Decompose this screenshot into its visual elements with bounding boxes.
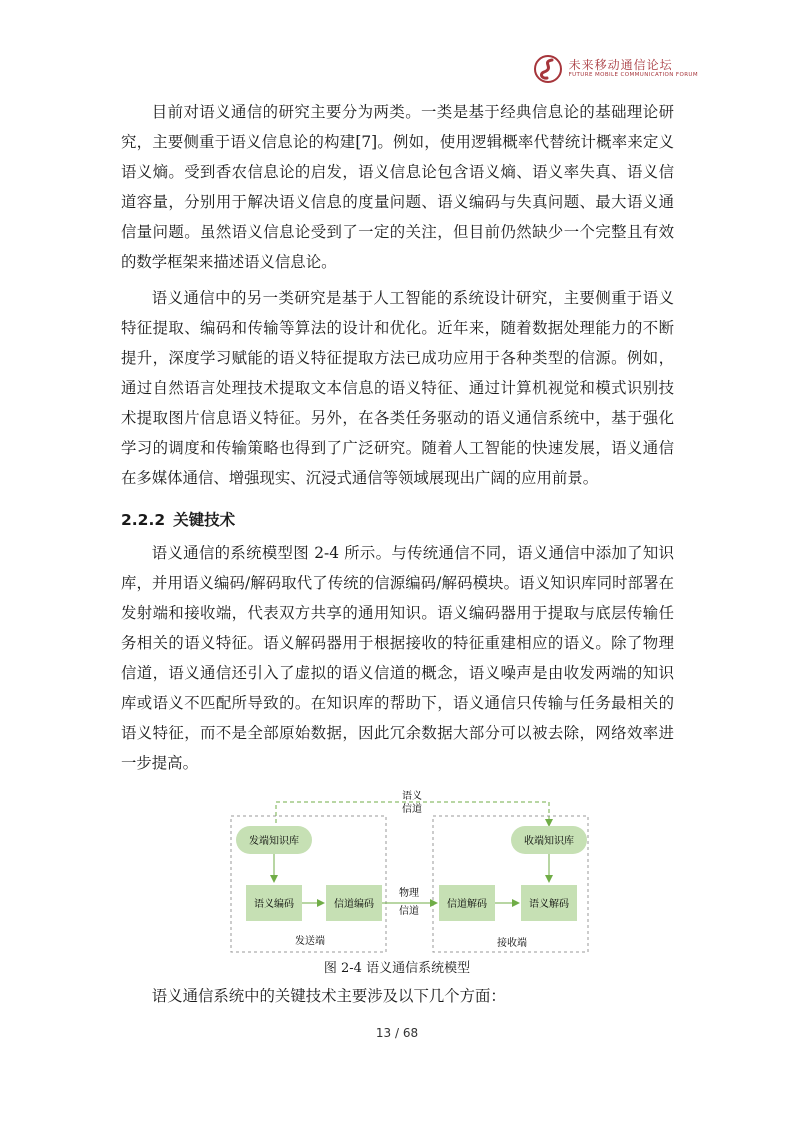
- paragraph-3: 语义通信的系统模型图 2-4 所示。与传统通信不同，语义通信中添加了知识库，并用语义编码/解码取代了传统的信源编码/解码模块。语义知识库同时部署在发射端和接收端，代表双方共享的通用知识。语义编码器用于提取与底层传输任务相关的语义特征。语义解码器用于根据接收的特征重建相应的语义。除了物理信道，语义通信还引入了虚拟的语义信道的概念，语义噪声是由收发两端的知识库或语义不匹配所导致的。在知识库的帮助下，语义通信只传输与任务最相关的语义特征，而不是全部原始数据，因此冗余数据大部分可以被去除，网络效率进一步提高。: [121, 544, 674, 772]
- tx-knowledge-base-label: 发端知识库: [249, 836, 299, 847]
- ffmcf-logo-icon: [533, 54, 563, 84]
- semantic-decoder-label: 语义解码: [529, 899, 569, 910]
- section-title: 关键技术: [173, 511, 236, 529]
- section-heading: [121, 508, 235, 530]
- physical-channel-label-1: 物理: [399, 888, 419, 899]
- paragraph-1: 目前对语义通信的研究主要分为两类。一类是基于经典信息论的基础理论研究，主要侧重于语义信息论的构建[7]。例如，使用逻辑概率代替统计概率来定义语义熵。受到香农信息论的启发，语义信息论包含语义熵、语义率失真、语义信道容量，分别用于解决语义信息的度量问题、语义编码与失真问题、最大语义通信量问题。虽然语义信息论受到了一定的关注，但目前仍然缺少一个完整且有效的数学框架来描述语义信息论。: [121, 103, 674, 271]
- receiver-label: 接收端: [497, 938, 527, 949]
- paragraph-2: 语义通信中的另一类研究是基于人工智能的系统设计研究，主要侧重于语义特征提取、编码和传输等算法的设计和优化。近年来，随着数据处理能力的不断提升，深度学习赋能的语义特征提取方法已成功应用于各种类型的信源。例如，通过自然语言处理技术提取文本信息的语义特征、通过计算机视觉和模式识别技术提取图片信息语义特征。另外，在各类任务驱动的语义通信系统中，基于强化学习的调度和传输策略也得到了广泛研究。随着人工智能的快速发展，语义通信在多媒体通信、增强现实、沉浸式通信等领域展现出广阔的应用前景。: [121, 289, 674, 487]
- org-name-cn: 未来移动通信论坛: [568, 58, 673, 73]
- physical-channel-label-2: 信道: [399, 906, 419, 917]
- channel-decoder-label: 信道解码: [447, 899, 487, 910]
- paragraph-4: 语义通信系统中的关键技术主要涉及以下几个方面：: [151, 987, 506, 1005]
- rx-knowledge-base-label: 收端知识库: [524, 836, 574, 847]
- system-model-diagram: [226, 790, 596, 960]
- section-number: 2.2.2: [121, 511, 166, 529]
- semantic-encoder-label: 语义编码: [254, 899, 294, 910]
- figure-caption: 图 2-4 语义通信系统模型: [323, 961, 471, 976]
- channel-encoder-label: 信道编码: [334, 899, 374, 910]
- page-number: 13 / 68: [375, 1026, 419, 1040]
- header-logo: [533, 54, 698, 84]
- org-name-en: FUTURE MOBILE COMMUNICATION FORUM: [568, 72, 698, 79]
- semantic-channel-label-1: 语义: [402, 791, 422, 802]
- semantic-channel-label-2: 信道: [402, 804, 422, 815]
- transmitter-label: 发送端: [295, 936, 325, 947]
- logo-text: [569, 59, 698, 79]
